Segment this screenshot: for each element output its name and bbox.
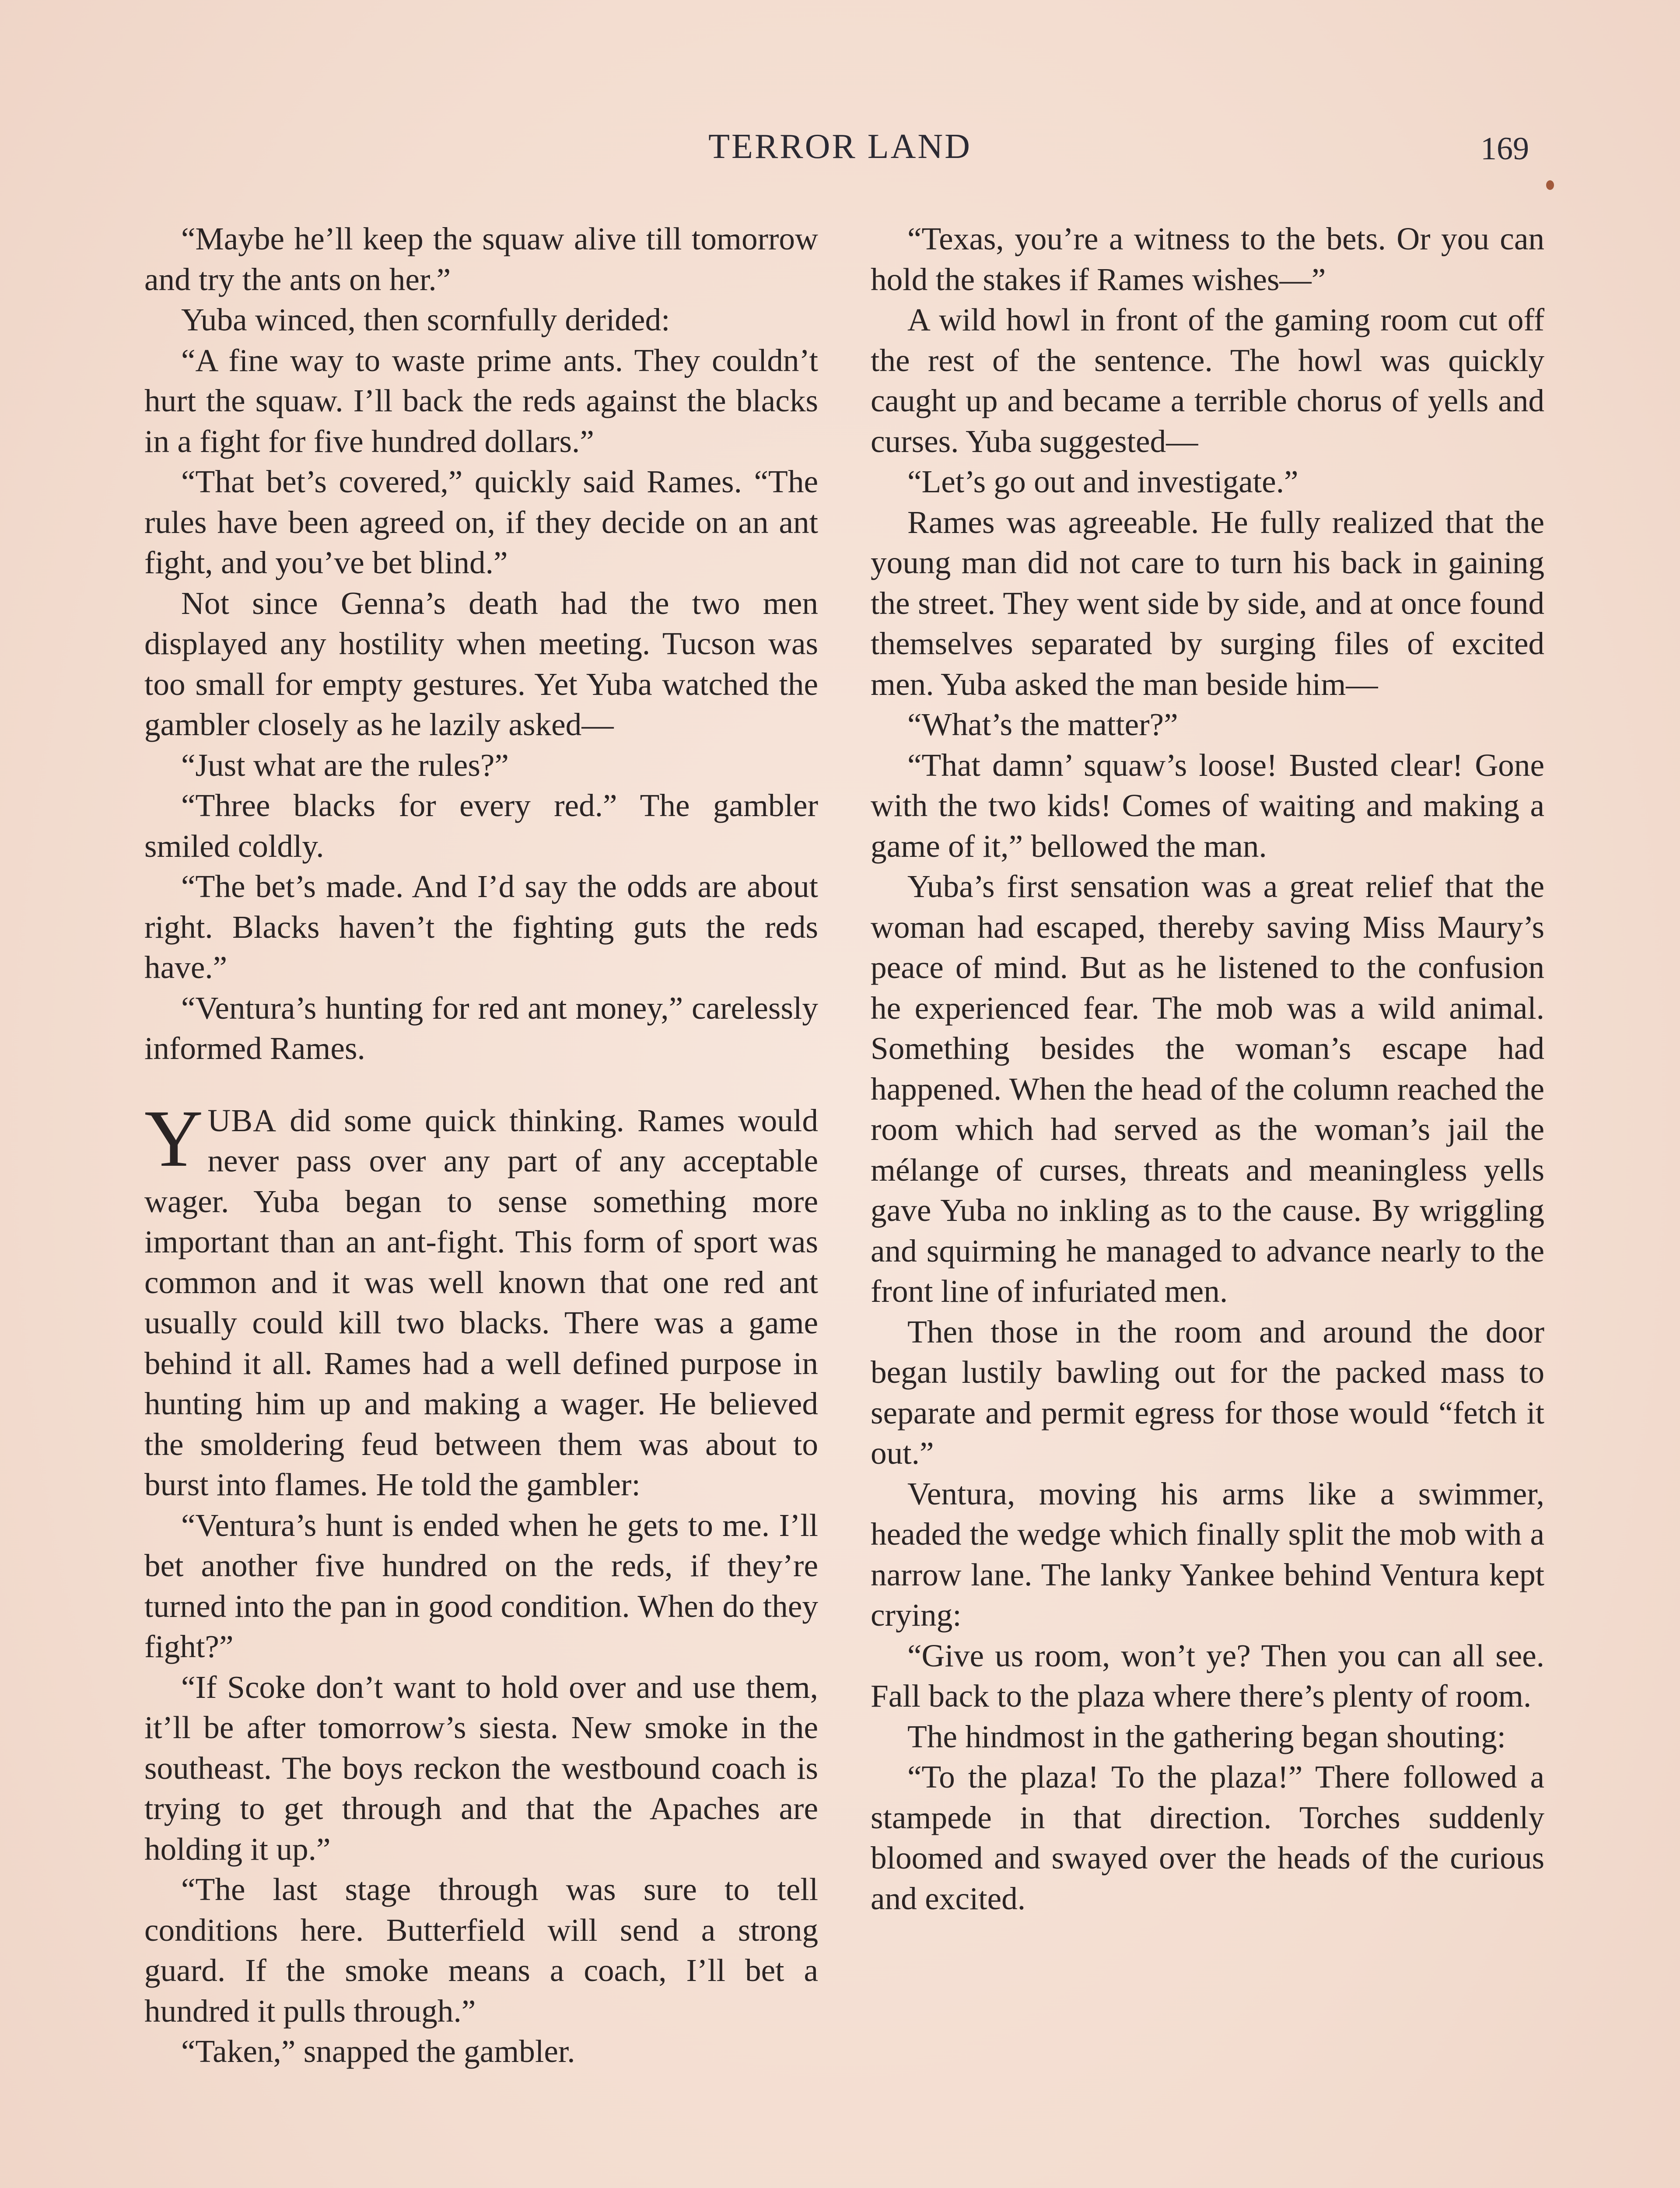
paragraph: “Texas, you’re a witness to the bets. Or you can hold the stakes if Rames wishes—” — [871, 221, 1544, 297]
paragraph: “That bet’s covered,” quickly said Rames. “The rules have been agreed on, if they decide on an ant fight, and you’ve bet blind.” — [144, 464, 818, 580]
paragraph: Yuba’s first sensation was a great relief that the woman had escaped, thereby saving Miss Maury’s peace of mind. But as he listened to the confusion he experienced fear. The mob was a wild animal. Something besides the woman’s escape had happened. When the head of the column reached the room which had served as the woman’s jail the mélange of curses, threats and meaningless yells gave Yuba no inkling as to the cause. By wriggling and squirming he managed to advance nearly to the front line of infuriated men. — [871, 869, 1544, 1309]
paragraph: “That damn’ squaw’s loose! Busted clear! Gone with the two kids! Comes of waiting and making a game of it,” bellowed the man. — [871, 747, 1544, 864]
paragraph: A wild howl in front of the gaming room cut off the rest of the sentence. The howl was quickly caught up and became a terrible chorus of yells and curses. Yuba suggested— — [871, 302, 1544, 459]
page-number: 169 — [1480, 131, 1529, 167]
column-left — [144, 219, 818, 2188]
drop-cap: Y — [144, 1093, 203, 1184]
text-columns — [144, 219, 1544, 2188]
paragraph: Rames was agreeable. He fully realized that the young man did not care to turn his back in gaining the street. They went side by side, and at once found themselves separated by surging files of excited men. Yuba asked the man beside him— — [871, 504, 1544, 702]
paragraph: “The last stage through was sure to tell conditions here. Butterfield will send a strong guard. If the smoke means a coach, I’ll bet a hundred it pulls through.” — [144, 1872, 818, 2029]
paragraph-text: did some quick thinking. Rames would never pass over any part of any acceptable wager. Yuba began to sense something more important than an ant-fight. This form of sport was common and it was well known that one red ant usually could kill two blacks. There was a game behind it all. Rames had a well defined purpose in hunting him up and making a wager. He believed the smoldering feud between them was about to burst into flames. He told the gambler: — [144, 1102, 818, 1502]
paragraph: “Three blacks for every red.” The gambler smiled coldly. — [144, 788, 818, 864]
paragraph: “Let’s go out and investigate.” — [907, 464, 1298, 499]
paragraph: Yuba winced, then scornfully derided: — [181, 302, 670, 337]
paragraph: “The bet’s made. And I’d say the odds are about right. Blacks haven’t the fighting guts the reds have.” — [144, 869, 818, 985]
section-break — [144, 1069, 818, 1101]
paragraph: Not since Genna’s death had the two men displayed any hostility when meeting. Tucson was too small for empty gestures. Yet Yuba watched the gambler closely as he lazily asked— — [144, 585, 818, 742]
paragraph: “Give us room, won’t ye? Then you can all see. Fall back to the plaza where there’s plenty of room. — [871, 1637, 1544, 1714]
running-title: TERROR LAND — [708, 127, 972, 166]
paragraph: “Ventura’s hunt is ended when he gets to me. I’ll bet another five hundred on the reds, if they’re turned into the pan in good condition. When do they fight?” — [144, 1507, 818, 1664]
paragraph: “A fine way to waste prime ants. They couldn’t hurt the squaw. I’ll back the reds against the blacks in a fight for five hundred dollars.” — [144, 342, 818, 459]
paragraph: “Just what are the rules?” — [181, 747, 509, 783]
drop-cap-paragraph — [144, 1093, 818, 1505]
paragraph: “To the plaza! To the plaza!” There followed a stampede in that direction. Torches suddenly bloomed and swayed over the heads of the curious and excited. — [871, 1759, 1544, 1916]
paper-speck — [1546, 180, 1554, 190]
paragraph: “What’s the matter?” — [907, 707, 1178, 742]
paragraph: Ventura, moving his arms like a swimmer, headed the wedge which finally split the mob with a narrow lane. The lanky Yankee behind Ventura kept crying: — [871, 1476, 1544, 1633]
lead-caps: UBA — [207, 1102, 277, 1138]
paragraph: “Maybe he’ll keep the squaw alive till tomorrow and try the ants on her.” — [144, 221, 818, 297]
column-right — [871, 219, 1544, 2188]
paragraph: Then those in the room and around the door began lustily bawling out for the packed mass to separate and permit egress for those would “fetch it out.” — [871, 1314, 1544, 1471]
paragraph: “Taken,” snapped the gambler. — [181, 2034, 575, 2069]
paragraph: The hindmost in the gathering began shouting: — [907, 1718, 1506, 1754]
paragraph: “Ventura’s hunting for red ant money,” carelessly informed Rames. — [144, 990, 818, 1066]
running-head — [0, 127, 1680, 179]
paragraph: “If Scoke don’t want to hold over and use them, it’ll be after tomorrow’s siesta. New smoke in the southeast. The boys reckon the westbound coach is trying to get through and that the Apaches are holding it up.” — [144, 1669, 818, 1867]
